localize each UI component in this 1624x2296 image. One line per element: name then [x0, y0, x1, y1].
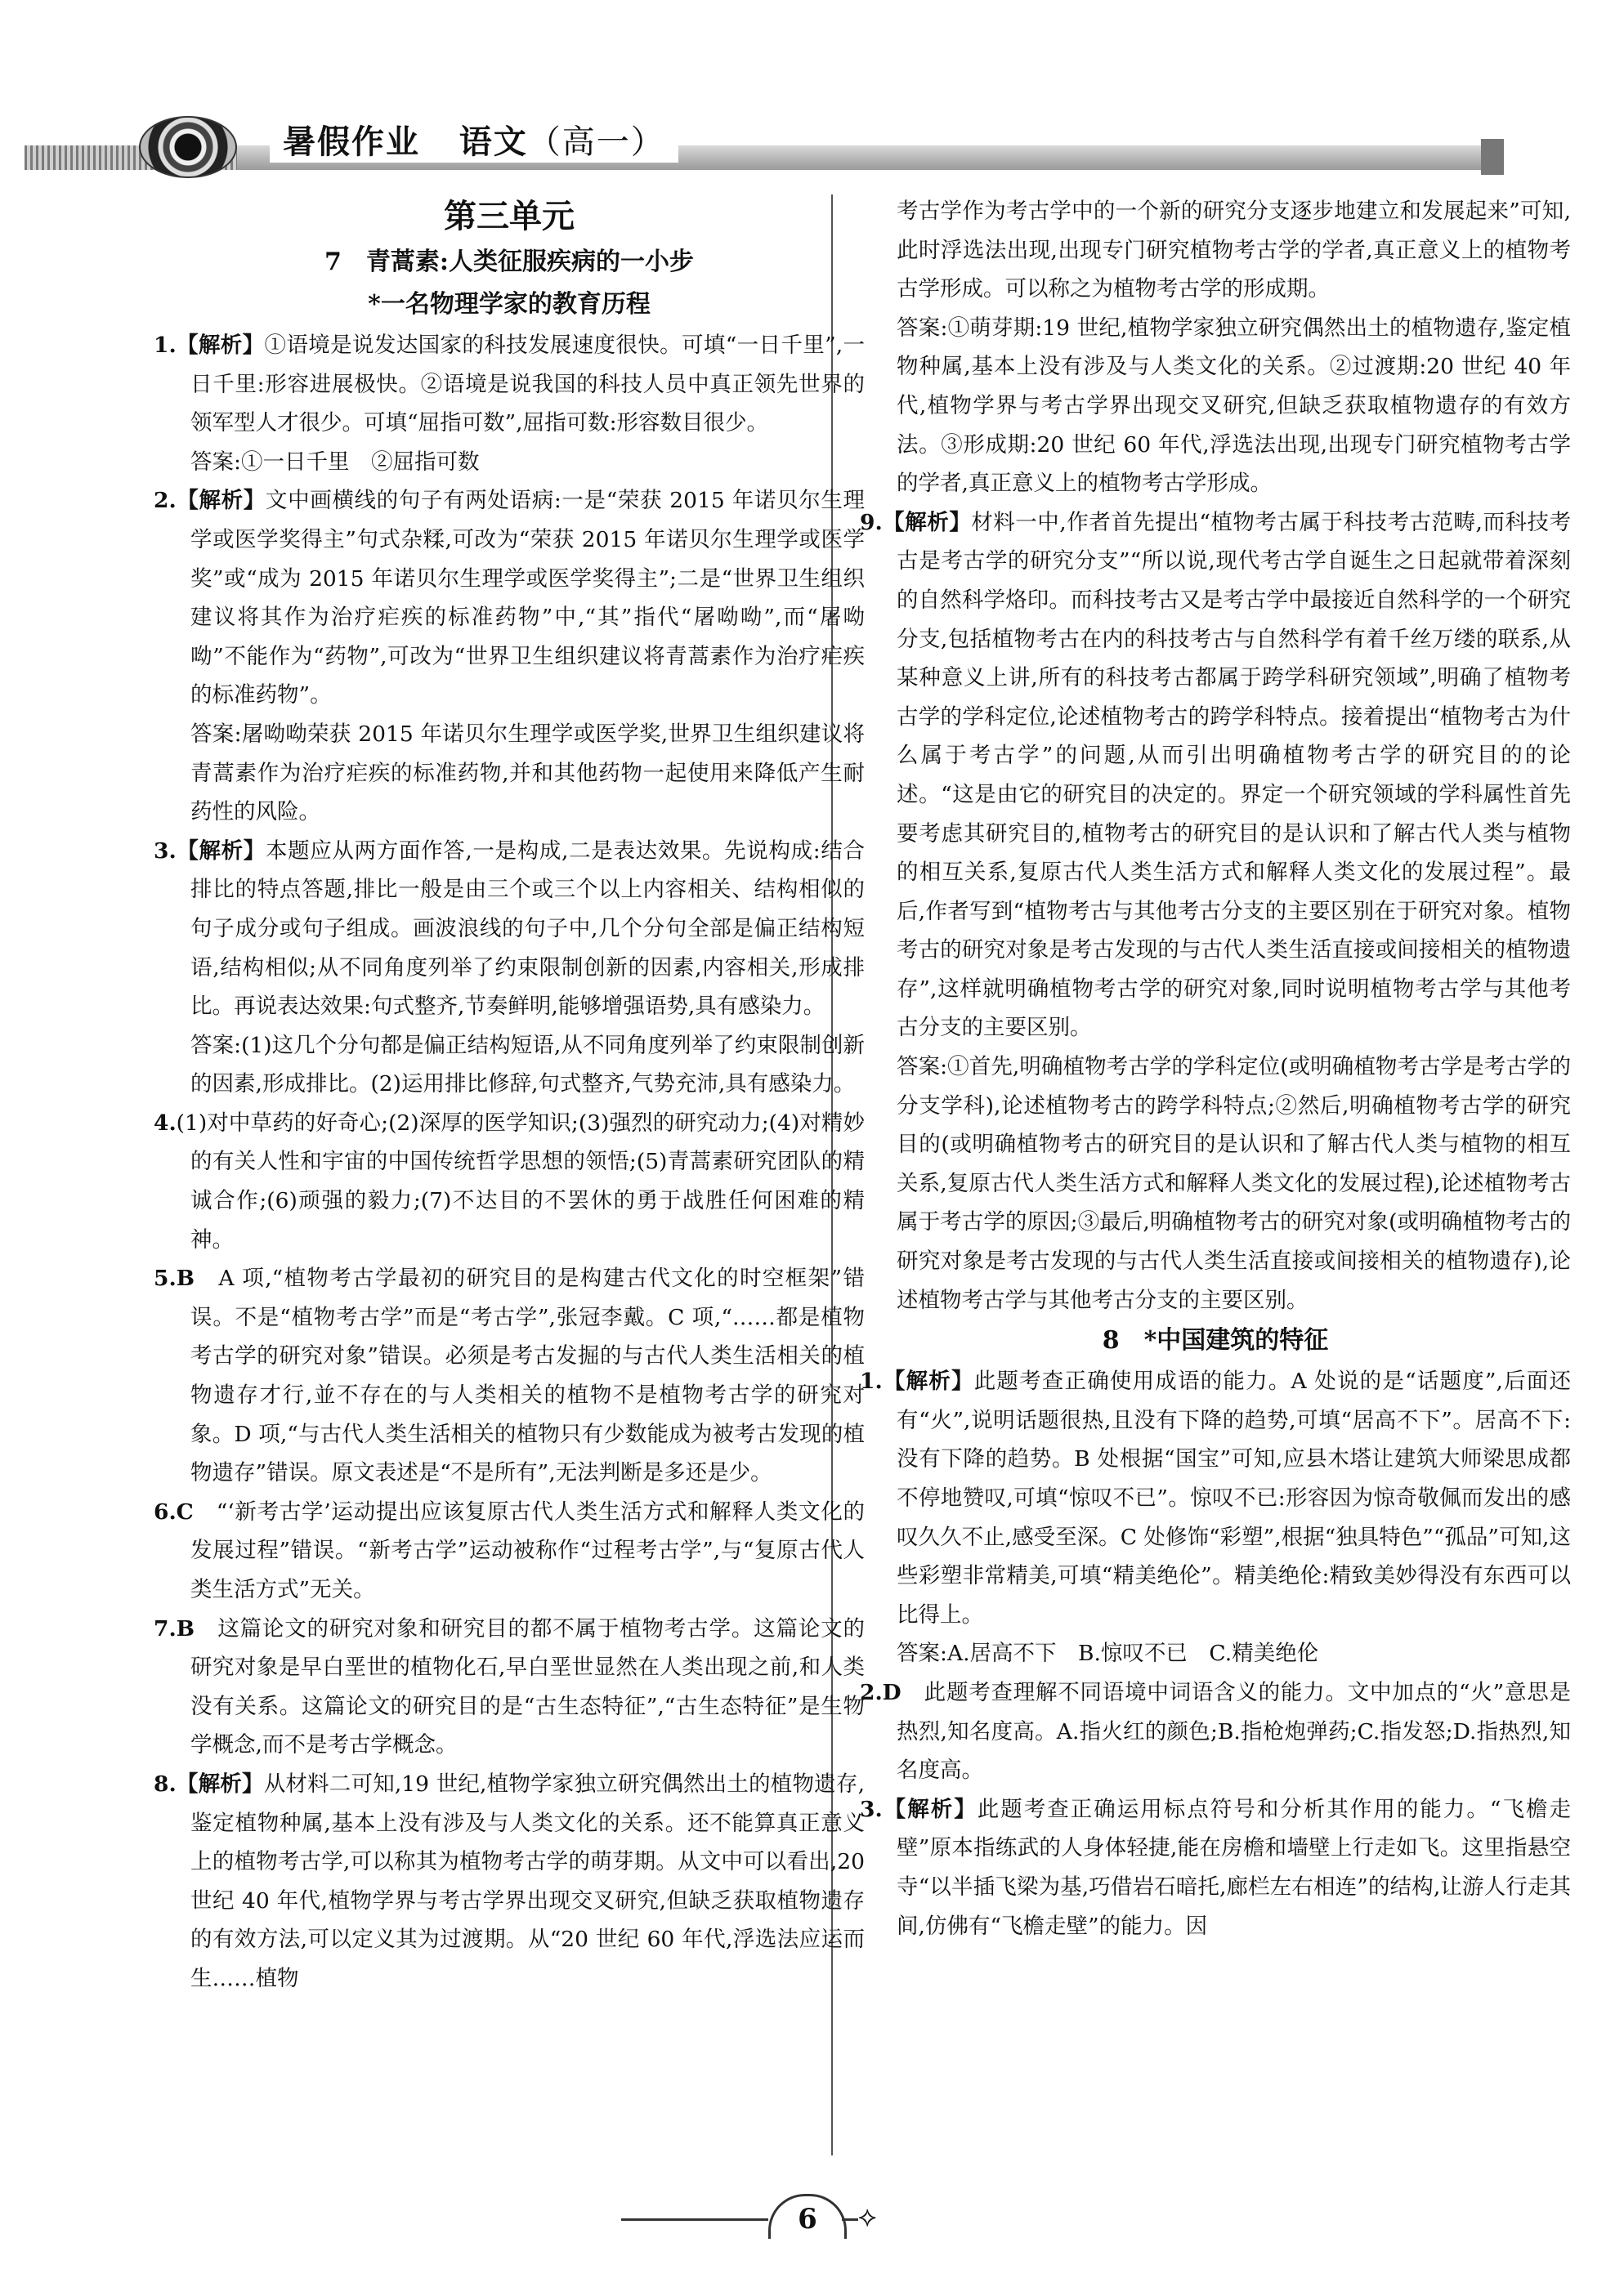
item-text: ①语境是说发达国家的科技发展速度很快。可填“一日千里”,一日千里:形容进展极快。②语境是说我国的科技人员中真正领先世界的领军型人才很少。可填“屈指可数”,屈指可数:形容数目很少。: [190, 333, 865, 436]
answer-item: [860, 1790, 1571, 1945]
item-number: 3.: [860, 1796, 883, 1822]
right-column: [860, 192, 1571, 1945]
item-text: (1)对中草药的好奇心;(2)深厚的医学知识;(3)强烈的研究动力;(4)对精妙的有关人性和宇宙的中国传统哲学思想的领悟;(5)青蒿素研究团队的精诚合作;(6)顽强的毅力;(7)不达目的不罢休的勇于战胜任何困难的精神。: [176, 1110, 865, 1253]
item-tag: 【解析】: [176, 488, 266, 514]
answer-item: [154, 832, 865, 1026]
item-text: 材料一中,作者首先提出“植物考古属于科技考古范畴,而科技考古是考古学的研究分支”“所以说,现代考古学自诞生之日起就带着深刻的自然科学烙印。而科技考古又是考古学中最接近自然科学的一个研究分支,包括植物考古在内的科技考古与自然科学有着千丝万缕的联系,从某种意义上讲,所有的科技考古都属于跨学科研究领域”,明确了植物考古学的学科定位,论述植物考古的跨学科特点。接着提出“植物考古为什么属于考古学”的问题,从而引出明确植物考古学的研究目的的论述。“这是由它的研究目的决定的。界定一个研究领域的学科属性首先要考虑其研究目的,植物考古的研究目的是认识和了解古代人类与植物的相互关系,复原古代人类生活方式和解释人类文化的发展过程”。最后,作者写到“植物考古与其他考古分支的主要区别在于研究对象。植物考古的研究对象是考古发现的与古代人类生活直接或间接相关的植物遗存”,这样就明确植物考古学的研究对象,同时说明植物考古学与其他考古分支的主要区别。: [897, 509, 1572, 1041]
item-number: 4.: [154, 1110, 177, 1136]
footer-line-right: [842, 2218, 858, 2221]
item-tag: 【解析】: [882, 1369, 974, 1395]
header-right-block: [1481, 139, 1504, 175]
lesson7-subtitle: *一名物理学家的教育历程: [368, 290, 651, 319]
answer-item: [860, 1047, 1571, 1320]
left-column: [154, 192, 865, 1999]
answer-item: [154, 1765, 865, 1999]
header-subject: 语文: [459, 123, 528, 161]
item-number: 9.: [860, 509, 883, 535]
answer-item: [154, 443, 865, 482]
item-text: 答案:屠呦呦荣获 2015 年诺贝尔生理学或医学奖,世界卫生组织建议将青蒿素作为治疗疟疾的标准药物,并和其他药物一起使用来降低产生耐药性的风险。: [190, 721, 865, 825]
item-text: 考古学作为考古学中的一个新的研究分支逐步地建立和发展起来”可知,此时浮选法出现,出现专门研究植物考古学的学者,真正意义上的植物考古学形成。可以称之为植物考古学的形成期。: [897, 199, 1571, 302]
page-header: [25, 114, 1496, 183]
answer-item: [154, 715, 865, 832]
answer-item: [154, 1610, 865, 1765]
answer-item: [154, 1259, 865, 1493]
item-number: 6.: [154, 1499, 177, 1525]
item-number: 2.: [860, 1679, 883, 1705]
answer-item: [860, 1673, 1571, 1790]
item-number: 5.: [154, 1266, 177, 1292]
answer-item: [860, 1362, 1571, 1634]
item-tag: B: [176, 1615, 195, 1642]
item-text: 这篇论文的研究对象和研究目的都不属于植物考古学。这篇论文的研究对象是早白垩世的植物化石,早白垩世显然在人类出现之前,和人类没有关系。这篇论文的研究目的是“古生态特征”,“古生态特征”是生物学概念,而不是考古学概念。: [190, 1615, 865, 1758]
header-grade: （高一）: [527, 123, 665, 161]
item-text: 答案:①首先,明确植物考古学的学科定位(或明确植物考古学是考古学的分支学科),论述植物考古的跨学科特点;②然后,明确植物考古学的研究目的(或明确植物考古的研究目的是认识和了解古代人类与植物的相互关系,复原古代人类生活方式和解释人类文化的发展过程),论述植物考古属于考古学的原因;③最后,明确植物考古的研究对象(或明确植物考古的研究对象是考古发现的与古代人类生活直接或间接相关的植物遗存),论述植物考古学与其他考古分支的主要区别。: [897, 1054, 1571, 1313]
item-text: 答案:A.居高不下 B.惊叹不已 C.精美绝伦: [897, 1641, 1319, 1667]
item-number: 1.: [154, 333, 177, 358]
item-text: 从材料二可知,19 世纪,植物学家独立研究偶然出土的植物遗存,鉴定植物种属,基本上没有涉及与人类文化的关系。还不能算真正意义上的植物考古学,可以称其为植物考古学的萌芽期。从文中可以看出,20 世纪 40 年代,植物学界与考古学界出现交叉研究,但缺乏获取植物遗存的有效方法,可以定义其为过渡期。从“20 世纪 60 年代,浮选法应运而生……植物: [190, 1771, 866, 1991]
item-tag: 【解析】: [176, 333, 265, 358]
item-number: 2.: [154, 488, 177, 514]
right-answer-list: [860, 192, 1571, 1320]
answer-item: [860, 192, 1571, 309]
right-answer-list-2: [860, 1362, 1571, 1945]
item-text: 此题考查理解不同语境中词语含义的能力。文中加点的“火”意思是热烈,知名度高。A.指火红的颜色;B.指枪炮弹药;C.指发怒;D.指热烈,知名度高。: [897, 1679, 1571, 1784]
item-tag: C: [176, 1499, 194, 1525]
item-tag: B: [176, 1266, 195, 1292]
item-text: 答案:(1)这几个分句都是偏正结构短语,从不同角度列举了约束限制创新的因素,形成排比。(2)运用排比修辞,句式整齐,气势充沛,具有感染力。: [190, 1032, 865, 1097]
answer-item: [860, 309, 1571, 503]
item-text: 此题考查正确使用成语的能力。A 处说的是“话题度”,后面还有“火”,说明话题很热,且没有下降的趋势,可填“居高不下”。居高不下:没有下降的趋势。B 处根据“国宝”可知,应县木塔让建筑大师梁思成都不停地赞叹,可填“惊叹不已”。惊叹不已:形容因为惊奇敬佩而发出的感叹久久不止,感受至深。C 处修饰“彩塑”,根据“独具特色”“孤品”可知,这些彩塑非常精美,可填“精美绝伦”。精美绝伦:精致美妙得没有东西可以比得上。: [897, 1369, 1571, 1628]
lesson7-title: 7 青蒿素:人类征服疾病的一小步: [324, 248, 694, 276]
item-text: 答案:①一日千里 ②屈指可数: [190, 449, 480, 475]
item-number: 3.: [154, 838, 177, 864]
answer-item: [154, 1493, 865, 1610]
answer-item: [154, 1104, 865, 1259]
header-band: [25, 145, 1488, 170]
answer-item: [154, 481, 865, 715]
bird-ornament-icon: ⟡: [858, 2200, 877, 2233]
lesson8-title: 8 *中国建筑的特征: [1102, 1326, 1329, 1356]
answer-item: [860, 503, 1571, 1047]
item-tag: 【解析】: [176, 838, 266, 864]
unit-title: 第三单元: [444, 197, 575, 235]
item-tag: 【解析】: [176, 1771, 264, 1797]
header-series: 暑假作业: [283, 123, 420, 161]
item-number: 1.: [860, 1369, 883, 1395]
item-text: A 项,“植物考古学最初的研究目的是构建古代文化的时空框架”错误。不是“植物考古学”而是“考古学”,张冠李戴。C 项,“……都是植物考古学的研究对象”错误。必须是考古发掘的与古代人类生活相关的植物遗存才行,並不存在的与人类相关的植物不是植物考古学的研究对象。D 项,“与古代人类生活相关的植物只有少数能成为被考古发现的植物遗存”错误。原文表述是“不是所有”,无法判断是多还是少。: [190, 1266, 865, 1486]
item-number: 8.: [154, 1771, 177, 1797]
item-text: 文中画横线的句子有两处语病:一是“荣获 2015 年诺贝尔生理学或医学奖得主”句式杂糅,可改为“荣获 2015 年诺贝尔生理学或医学奖”或“成为 2015 年诺贝尔生理学或医学奖得主”;二是“世界卫生组织建议将其作为治疗疟疾的标准药物”中,“其”指代“屠呦呦”,而“屠呦呦”不能作为“药物”,可改为“世界卫生组织建议将青蒿素作为治疗疟疾的标准药物”。: [190, 488, 866, 708]
answer-item: [154, 326, 865, 443]
item-tag: D: [882, 1679, 901, 1705]
footer-line-left: [621, 2218, 768, 2221]
answer-item: [154, 1026, 865, 1104]
header-title: [270, 116, 678, 163]
item-number: 7.: [154, 1615, 177, 1642]
item-text: “‘新考古学’运动提出应该复原古代人类生活方式和解释人类文化的发展过程”错误。“新考古学”运动被称作“过程考古学”,与“复原古代人类生活方式”无关。: [190, 1499, 865, 1602]
page-number: 6: [768, 2194, 847, 2239]
publisher-logo-icon: [139, 116, 237, 178]
left-answer-list: [154, 326, 865, 1999]
answer-item: [860, 1634, 1571, 1673]
item-text: 本题应从两方面作答,一是构成,二是表达效果。先说构成:结合排比的特点答题,排比一般是由三个或三个以上内容相关、结构相似的句子成分或句子组成。画波浪线的句子中,几个分句全部是偏正结构短语,结构相似;从不同角度列举了约束限制创新的因素,内容相关,形成排比。再说表达效果:句式整齐,节奏鲜明,能够增强语势,具有感染力。: [190, 838, 865, 1020]
item-text: 答案:①萌芽期:19 世纪,植物学家独立研究偶然出土的植物遗存,鉴定植物种属,基本上没有涉及与人类文化的关系。②过渡期:20 世纪 40 年代,植物学界与考古学界出现交叉研究,但缺乏获取植物遗存的有效方法。③形成期:20 世纪 60 年代,浮选法出现,出现专门研究植物考古学的学者,真正意义上的植物考古学形成。: [897, 315, 1571, 497]
item-tag: 【解析】: [882, 509, 972, 535]
item-tag: 【解析】: [882, 1796, 978, 1822]
item-text: 此题考查正确运用标点符号和分析其作用的能力。“飞檐走壁”原本指练武的人身体轻捷,能在房檐和墙壁上行走如飞。这里指悬空寺“以半插飞梁为基,巧借岩石暗托,廊栏左右相连”的结构,让游人行走其间,仿佛有“飞檐走壁”的能力。因: [897, 1796, 1571, 1939]
page-footer: [621, 2194, 997, 2243]
